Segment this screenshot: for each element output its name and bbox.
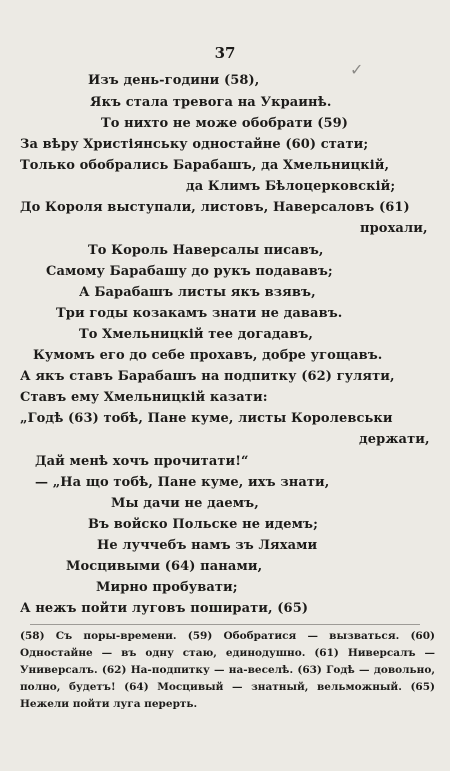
verse-line: да Климъ Бѣлоцерковскій; xyxy=(186,179,396,194)
verse-line: Самому Барабашу до рукъ подававъ; xyxy=(46,264,333,279)
verse-line: За вѣру Христіянську одностайне (60) стати; xyxy=(20,137,369,152)
verse-line: держати, xyxy=(359,432,430,447)
verse-line: Въ войско Польске не идемъ; xyxy=(88,517,319,532)
verse-line: Дай менѣ хочъ прочитати!“ xyxy=(35,454,249,469)
verse-line: Кумомъ его до себе прохавъ, добре угощавъ. xyxy=(33,348,383,363)
verse-line: То нихто не може обобрати (59) xyxy=(101,116,349,131)
verse-line: До Короля выступали, листовъ, Наверсаловъ (61) xyxy=(20,200,410,215)
verse-line: То Король Наверсалы писавъ, xyxy=(88,243,324,258)
verse-line: То Хмельницкій тее догадавъ, xyxy=(79,327,314,342)
verse-line: — „На що тобѣ, Пане куме, ихъ знати, xyxy=(35,475,330,490)
verse-line: „Годѣ (63) тобѣ, Пане куме, листы Королевськи xyxy=(20,411,393,426)
verse-line: А нежъ пойти луговъ поширати, (65) xyxy=(20,601,309,616)
verse-line: Только обобрались Барабашъ, да Хмельницкій, xyxy=(20,158,390,173)
verse-line: А Барабашъ листы якъ взявъ, xyxy=(79,285,316,300)
footnotes xyxy=(20,628,435,713)
verse-line: Мосцивыми (64) панами, xyxy=(66,559,263,574)
footnote-text: (58) Съ поры-времени. (59) Обобратися — вызваться. (60) Одностайне — въ одну стаю, единодушно. (61) Ниверсалъ — Универсалъ. (62) На-подпитку — на-веселѣ. (63) Годѣ — довольно, полно, будетъ! (64) Мосцивый — знатный, вельможный. (65) Нежели пойти луга перерть. xyxy=(20,630,435,710)
verse-line: Ставъ ему Хмельницкій казати: xyxy=(20,390,268,405)
footnote-divider xyxy=(30,624,420,625)
verse-line: Три годы козакамъ знати не дававъ. xyxy=(56,306,343,321)
page-number: 37 xyxy=(214,44,236,62)
verse-line: А якъ ставъ Барабашъ на подпитку (62) гуляти, xyxy=(20,369,395,384)
verse-line: Мы дачи не даемъ, xyxy=(111,496,259,511)
verse-line: Якъ стала тревога на Украинѣ. xyxy=(90,95,332,110)
verse-line: прохали, xyxy=(360,221,428,236)
pencil-check-mark: ✓ xyxy=(350,60,364,79)
verse-line: Изъ день-години (58), xyxy=(88,73,260,88)
verse-line: Мирно пробувати; xyxy=(96,580,238,595)
verse-line: Не луччебъ намъ зъ Ляхами xyxy=(97,538,318,553)
